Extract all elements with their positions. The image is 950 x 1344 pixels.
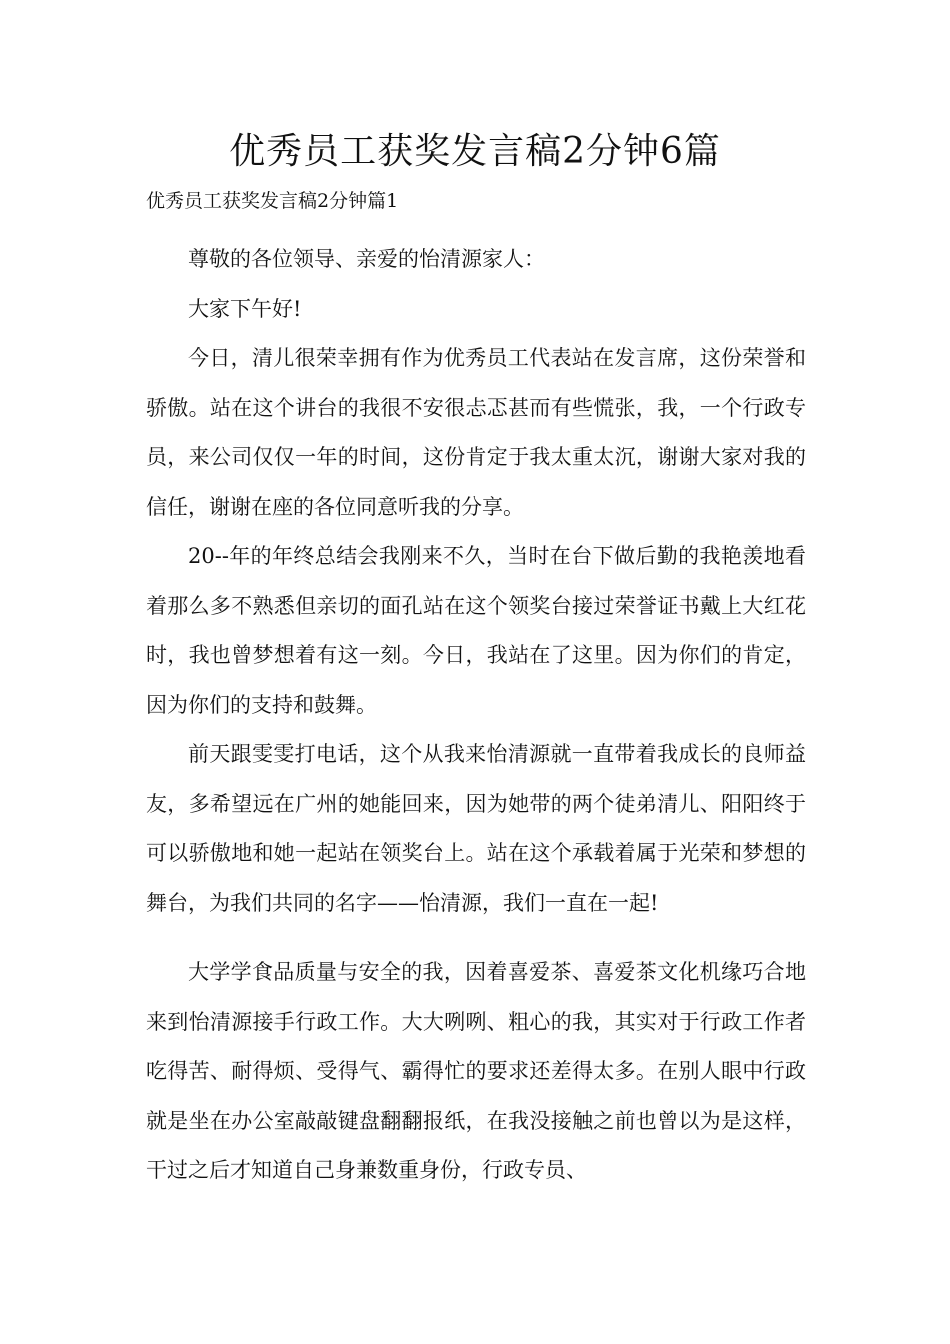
paragraph-greeting: 大家下午好! (188, 296, 302, 321)
paragraph: 20--年的年终总结会我刚来不久，当时在台下做后勤的我艳羡地看着那么多不熟悉但亲切的面孔站在这个领奖台接过荣誉证书戴上大红花时，我也曾梦想着有这一刻。今日，我站在了这里。因为你们的肯定，因为你们的支持和鼓舞。 (146, 544, 806, 717)
paragraph: 大学学食品质量与安全的我，因着喜爱茶、喜爱茶文化机缘巧合地来到怡清源接手行政工作。大大咧咧、粗心的我，其实对于行政工作者吃得苦、耐得烦、受得气、霸得忙的要求还差得太多。在别人眼中行政就是坐在办公室敲敲键盘翻翻报纸，在我没接触之前也曾以为是这样，干过之后才知道自己身兼数重身份，行政专员、 (146, 960, 806, 1182)
document-title: 优秀员工获奖发言稿2分钟6篇 (229, 131, 721, 172)
paragraph: 今日，清儿很荣幸拥有作为优秀员工代表站在发言席，这份荣誉和骄傲。站在这个讲台的我很不安很忐忑甚而有些慌张，我，一个行政专员，来公司仅仅一年的时间，这份肯定于我太重太沉，谢谢大家对我的信任，谢谢在座的各位同意听我的分享。 (146, 346, 806, 519)
document-body (146, 235, 806, 1196)
paragraph: 前天跟雯雯打电话，这个从我来怡清源就一直带着我成长的良师益友，多希望远在广州的她能回来，因为她带的两个徒弟清儿、阳阳终于可以骄傲地和她一起站在领奖台上。站在这个承载着属于光荣和梦想的舞台，为我们共同的名字——怡清源，我们一直在一起! (146, 742, 806, 915)
paragraph-salutation: 尊敬的各位领导、亲爱的怡清源家人： (188, 247, 545, 271)
section-heading: 优秀员工获奖发言稿2分钟篇1 (146, 190, 399, 212)
